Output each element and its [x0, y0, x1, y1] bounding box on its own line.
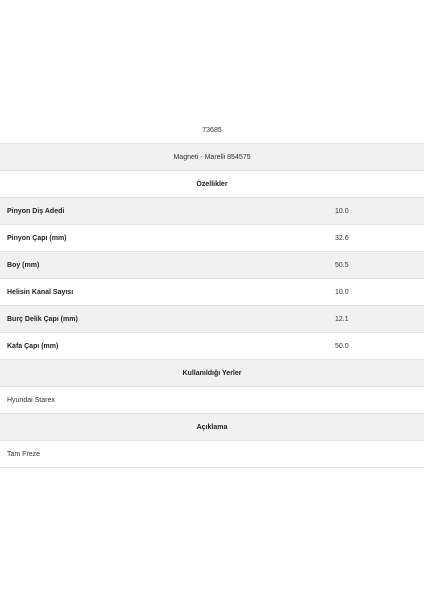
product-code: 73685: [202, 126, 222, 134]
specs-header-row: [0, 171, 424, 198]
spec-label: Kafa Çapı (mm): [7, 342, 59, 350]
spec-label: Boy (mm): [7, 261, 40, 269]
spec-row: [0, 225, 424, 252]
usage-header-row: [0, 360, 424, 387]
spec-label: Pinyon Çapı (mm): [7, 234, 67, 242]
usage-text: Hyundai Starex: [7, 396, 55, 404]
spec-value: 12.1: [335, 315, 349, 323]
product-spec-sheet: [0, 117, 424, 468]
usage-row: [0, 387, 424, 414]
description-header-row: [0, 414, 424, 441]
spec-label: Burç Delik Çapı (mm): [7, 315, 78, 323]
cross-reference-row: [0, 144, 424, 171]
product-code-row: [0, 117, 424, 144]
cross-reference: Magneti - Marelli 854575: [173, 153, 251, 161]
spec-value: 10.0: [335, 288, 349, 296]
spec-value: 32.6: [335, 234, 349, 242]
spec-row: [0, 198, 424, 225]
specs-header: Özellikler: [196, 180, 228, 188]
spec-row: [0, 279, 424, 306]
usage-header: Kullanıldığı Yerler: [182, 369, 242, 377]
description-text: Tam Freze: [7, 450, 41, 458]
spec-row: [0, 333, 424, 360]
description-header: Açıklama: [196, 423, 228, 431]
spec-value: 10.0: [335, 207, 349, 215]
spec-row: [0, 306, 424, 333]
spec-label: Pinyon Diş Adedi: [7, 207, 65, 215]
spec-value: 50.0: [335, 342, 349, 350]
spec-label: Helisin Kanal Sayısı: [7, 288, 74, 296]
spec-row: [0, 252, 424, 279]
spec-value: 50.5: [335, 261, 349, 269]
description-row: [0, 441, 424, 468]
